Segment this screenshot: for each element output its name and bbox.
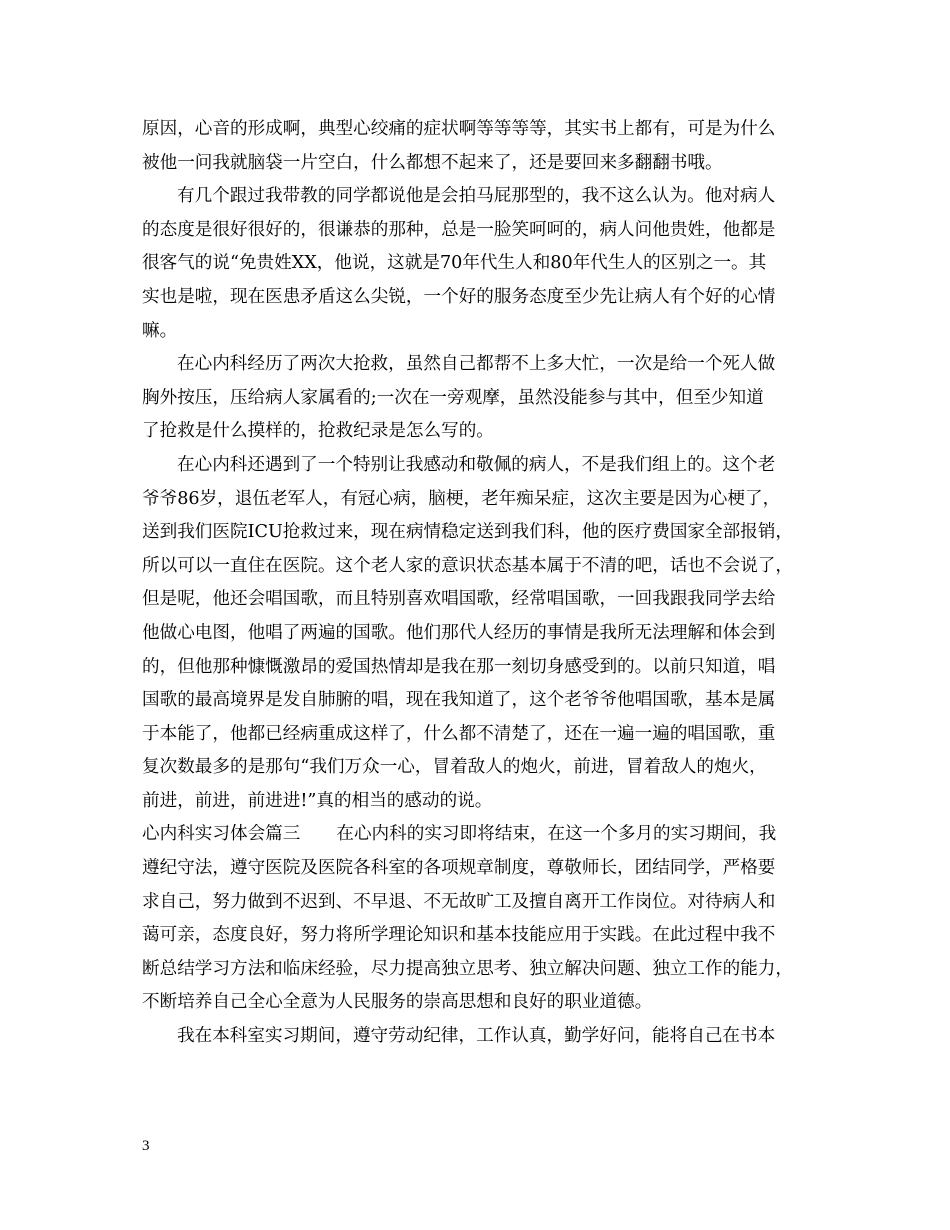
section-heading-line: [142, 818, 832, 852]
text-line: 爷爷86岁，退伍老军人，有冠心病，脑梗，老年痴呆症，这次主要是因为心梗了，: [142, 488, 781, 509]
paragraph-start-line: 在心内科还遇到了一个特别让我感动和敬佩的病人，不是我们组上的。这个老: [177, 454, 776, 475]
text-line: 求自己，努力做到不迟到、不早退、不无故旷工及擅自离开工作岗位。对待病人和: [142, 891, 776, 912]
text-line: 胸外按压，压给病人家属看的;一次在一旁观摩，虽然没能参与其中，但至少知道: [142, 387, 764, 408]
section-title: 心内科实习体会篇三: [142, 824, 301, 845]
paragraph-start-line: 有几个跟过我带教的同学都说他是会拍马屁那型的，我不这么认为。他对病人: [177, 186, 776, 207]
text-line: 不断培养自己全心全意为人民服务的崇高思想和良好的职业道德。: [142, 992, 653, 1013]
text-line: 他做心电图，他唱了两遍的国歌。他们那代人经历的事情是我所无法理解和体会到: [142, 622, 776, 643]
text-line: 于本能了，他都已经病重成这样了，什么都不清楚了，还在一遍一遍的唱国歌，重: [142, 723, 776, 744]
text-line: 所以可以一直住在医院。这个老人家的意识状态基本属于不清的吧，话也不会说了，: [142, 555, 793, 576]
text-line: 原因，心音的形成啊，典型心绞痛的症状啊等等等等，其实书上都有，可是为什么: [142, 119, 776, 139]
text-line: 嘛。: [142, 320, 178, 341]
section-first-line: 在心内科的实习即将结束，在这一个多月的实习期间，我: [336, 824, 777, 845]
text-line: 的态度是很好很好的，很谦恭的那种，总是一脸笑呵呵的，病人问他贵姓，他都是: [142, 219, 776, 240]
text-line: 实也是啦，现在医患矛盾这么尖锐，一个好的服务态度至少先让病人有个好的心情: [142, 286, 776, 307]
paragraph-start-line: 在心内科经历了两次大抢救，虽然自己都帮不上多大忙，一次是给一个死人做: [177, 354, 776, 375]
text-line: 国歌的最高境界是发自肺腑的唱，现在我知道了，这个老爷爷他唱国歌，基本是属: [142, 690, 776, 711]
body-text: [142, 113, 832, 1054]
text-line: 很客气的说“免贵姓XX，他说，这就是70年代生人和80年代生人的区别之一。其: [142, 253, 767, 274]
text-line: 送到我们医院ICU抢救过来，现在病情稳定送到我们科，他的医疗费国家全部报销，: [142, 522, 794, 543]
text-line: 但是呢，他还会唱国歌，而且特别喜欢唱国歌，经常唱国歌，一回我跟我同学去给: [142, 589, 776, 610]
text-line: 了抢救是什么摸样的，抢救纪录是怎么写的。: [142, 421, 494, 442]
page-number: 3: [142, 1138, 150, 1154]
text-line: 前进，前进，前进进!”真的相当的感动的说。: [142, 790, 493, 811]
text-line: 的，但他那种慷慨激昂的爱国热情却是我在那一刻切身感受到的。以前只知道，唱: [142, 656, 776, 677]
text-line: 被他一问我就脑袋一片空白，什么都想不起来了，还是要回来多翻翻书哦。: [142, 152, 723, 173]
paragraph-start-line: 我在本科室实习期间，遵守劳动纪律，工作认真，勤学好问，能将自己在书本: [177, 1026, 776, 1047]
text-line: 断总结学习方法和临床经验，尽力提高独立思考、独立解决问题、独立工作的能力，: [142, 958, 793, 979]
text-line: 蔼可亲，态度良好，努力将所学理论知识和基本技能应用于实践。在此过程中我不: [142, 925, 776, 946]
text-line: 遵纪守法，遵守医院及医院各科室的各项规章制度，尊敬师长，团结同学，严格要: [142, 858, 776, 879]
text-line: 复次数最多的是那句“我们万众一心，冒着敌人的炮火，前进，冒着敌人的炮火，: [142, 757, 767, 778]
